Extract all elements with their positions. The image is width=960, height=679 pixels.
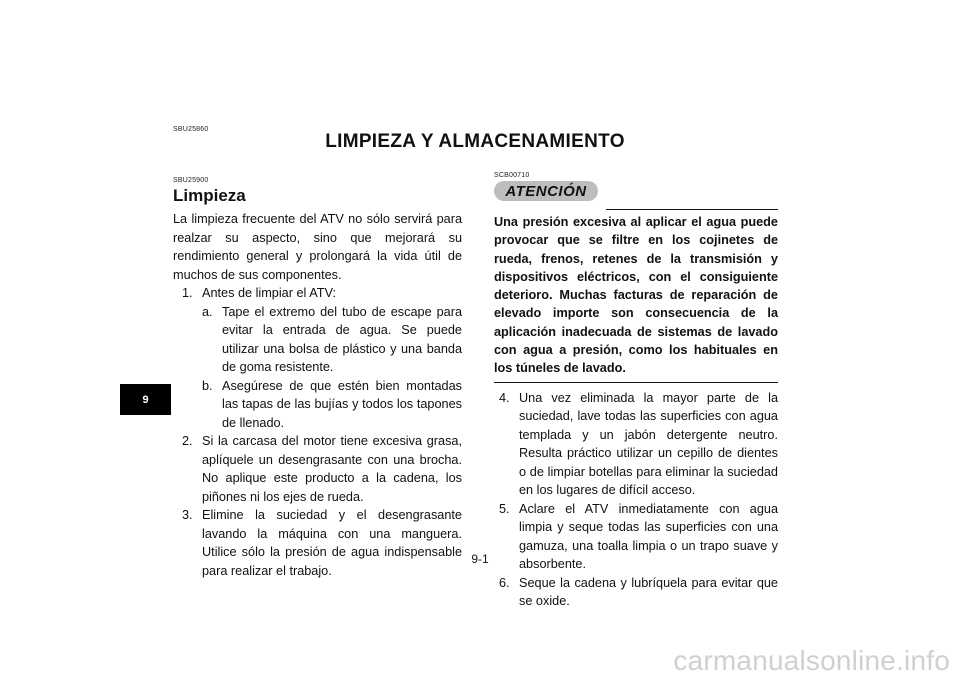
step-number: 2. <box>182 434 193 448</box>
substep-a <box>173 303 462 377</box>
substep-b <box>173 377 462 433</box>
step-text: Aclare el ATV inmediatamente con agua limpia y seque todas las superficies con una gamuza, una toalla limpia o un trapo suave y absorbente. <box>519 501 778 572</box>
step-text: Elimine la suciedad y el desengrasante lavando la máquina con una manguera. Utilice sólo la presión de agua indispensable para realizar el trabajo. <box>202 508 462 578</box>
step-number: 4. <box>499 390 510 405</box>
step-6 <box>494 574 778 611</box>
attention-header <box>494 181 778 211</box>
substep-letter: a. <box>202 304 213 319</box>
step-number: 5. <box>499 501 510 516</box>
section-code: SBU25900 <box>173 177 209 184</box>
step-3 <box>173 506 462 580</box>
substep-letter: b. <box>202 378 213 393</box>
chapter-tab: 9 <box>120 384 171 415</box>
step-number: 1. <box>182 286 193 300</box>
page-number: 9-1 <box>471 552 489 566</box>
page-title: LIMPIEZA Y ALMACENAMIENTO <box>325 131 625 152</box>
attention-code: SCB00710 <box>494 172 530 179</box>
step-text: Si la carcasa del motor tiene excesiva grasa, aplíquele un desengrasante con una brocha. No aplique este producto a la cadena, los piñones ni los ejes de rueda. <box>202 434 462 504</box>
step-number: 3. <box>182 508 193 522</box>
intro-paragraph: La limpieza frecuente del ATV no sólo servirá para realzar su aspecto, sino que mejorará su rendimiento general y prolongará la vida útil de muchos de sus componentes. <box>173 212 462 282</box>
attention-badge: ATENCIÓN <box>494 181 598 201</box>
section-heading: Limpieza <box>173 186 246 205</box>
step-text: Una vez eliminada la mayor parte de la suciedad, lave todas las superficies con agua templada y un jabón detergente neutro. Resulta práctico utilizar un cepillo de dientes o de limpiar botellas para eliminar la suciedad en los lugares de difícil acceso. <box>519 390 778 498</box>
right-column <box>494 172 778 611</box>
step-5 <box>494 500 778 574</box>
step-text: Antes de limpiar el ATV: <box>202 286 336 300</box>
substep-text: Tape el extremo del tubo de escape para evitar la entrada de agua. Se puede utilizar una bolsa de plástico y una banda de goma resistente. <box>222 304 462 374</box>
step-number: 6. <box>499 575 510 590</box>
step-4 <box>494 389 778 500</box>
left-column <box>173 177 462 580</box>
substep-text: Asegúrese de que estén bien montadas las tapas de las bujías y todos los tapones de llenado. <box>222 378 462 430</box>
step-1 <box>173 284 462 303</box>
step-text: Seque la cadena y lubríquela para evitar que se oxide. <box>519 575 778 609</box>
steps-continued <box>494 389 778 611</box>
attention-text: Una presión excesiva al aplicar el agua puede provocar que se filtre en los cojinetes de rueda, frenos, retenes de la transmisión y dispositivos eléctricos, con el consiguiente deterioro. Muchas facturas de reparación de elevado importe son consecuencia de la aplicación inadecuada de sistemas de lavado con agua a presión, como los habituales en los túneles de lavado. <box>494 211 778 383</box>
step-2 <box>173 432 462 506</box>
attention-rule <box>606 209 778 210</box>
title-code: SBU25860 <box>173 126 209 133</box>
watermark: carmanualsonline.info <box>673 645 950 676</box>
